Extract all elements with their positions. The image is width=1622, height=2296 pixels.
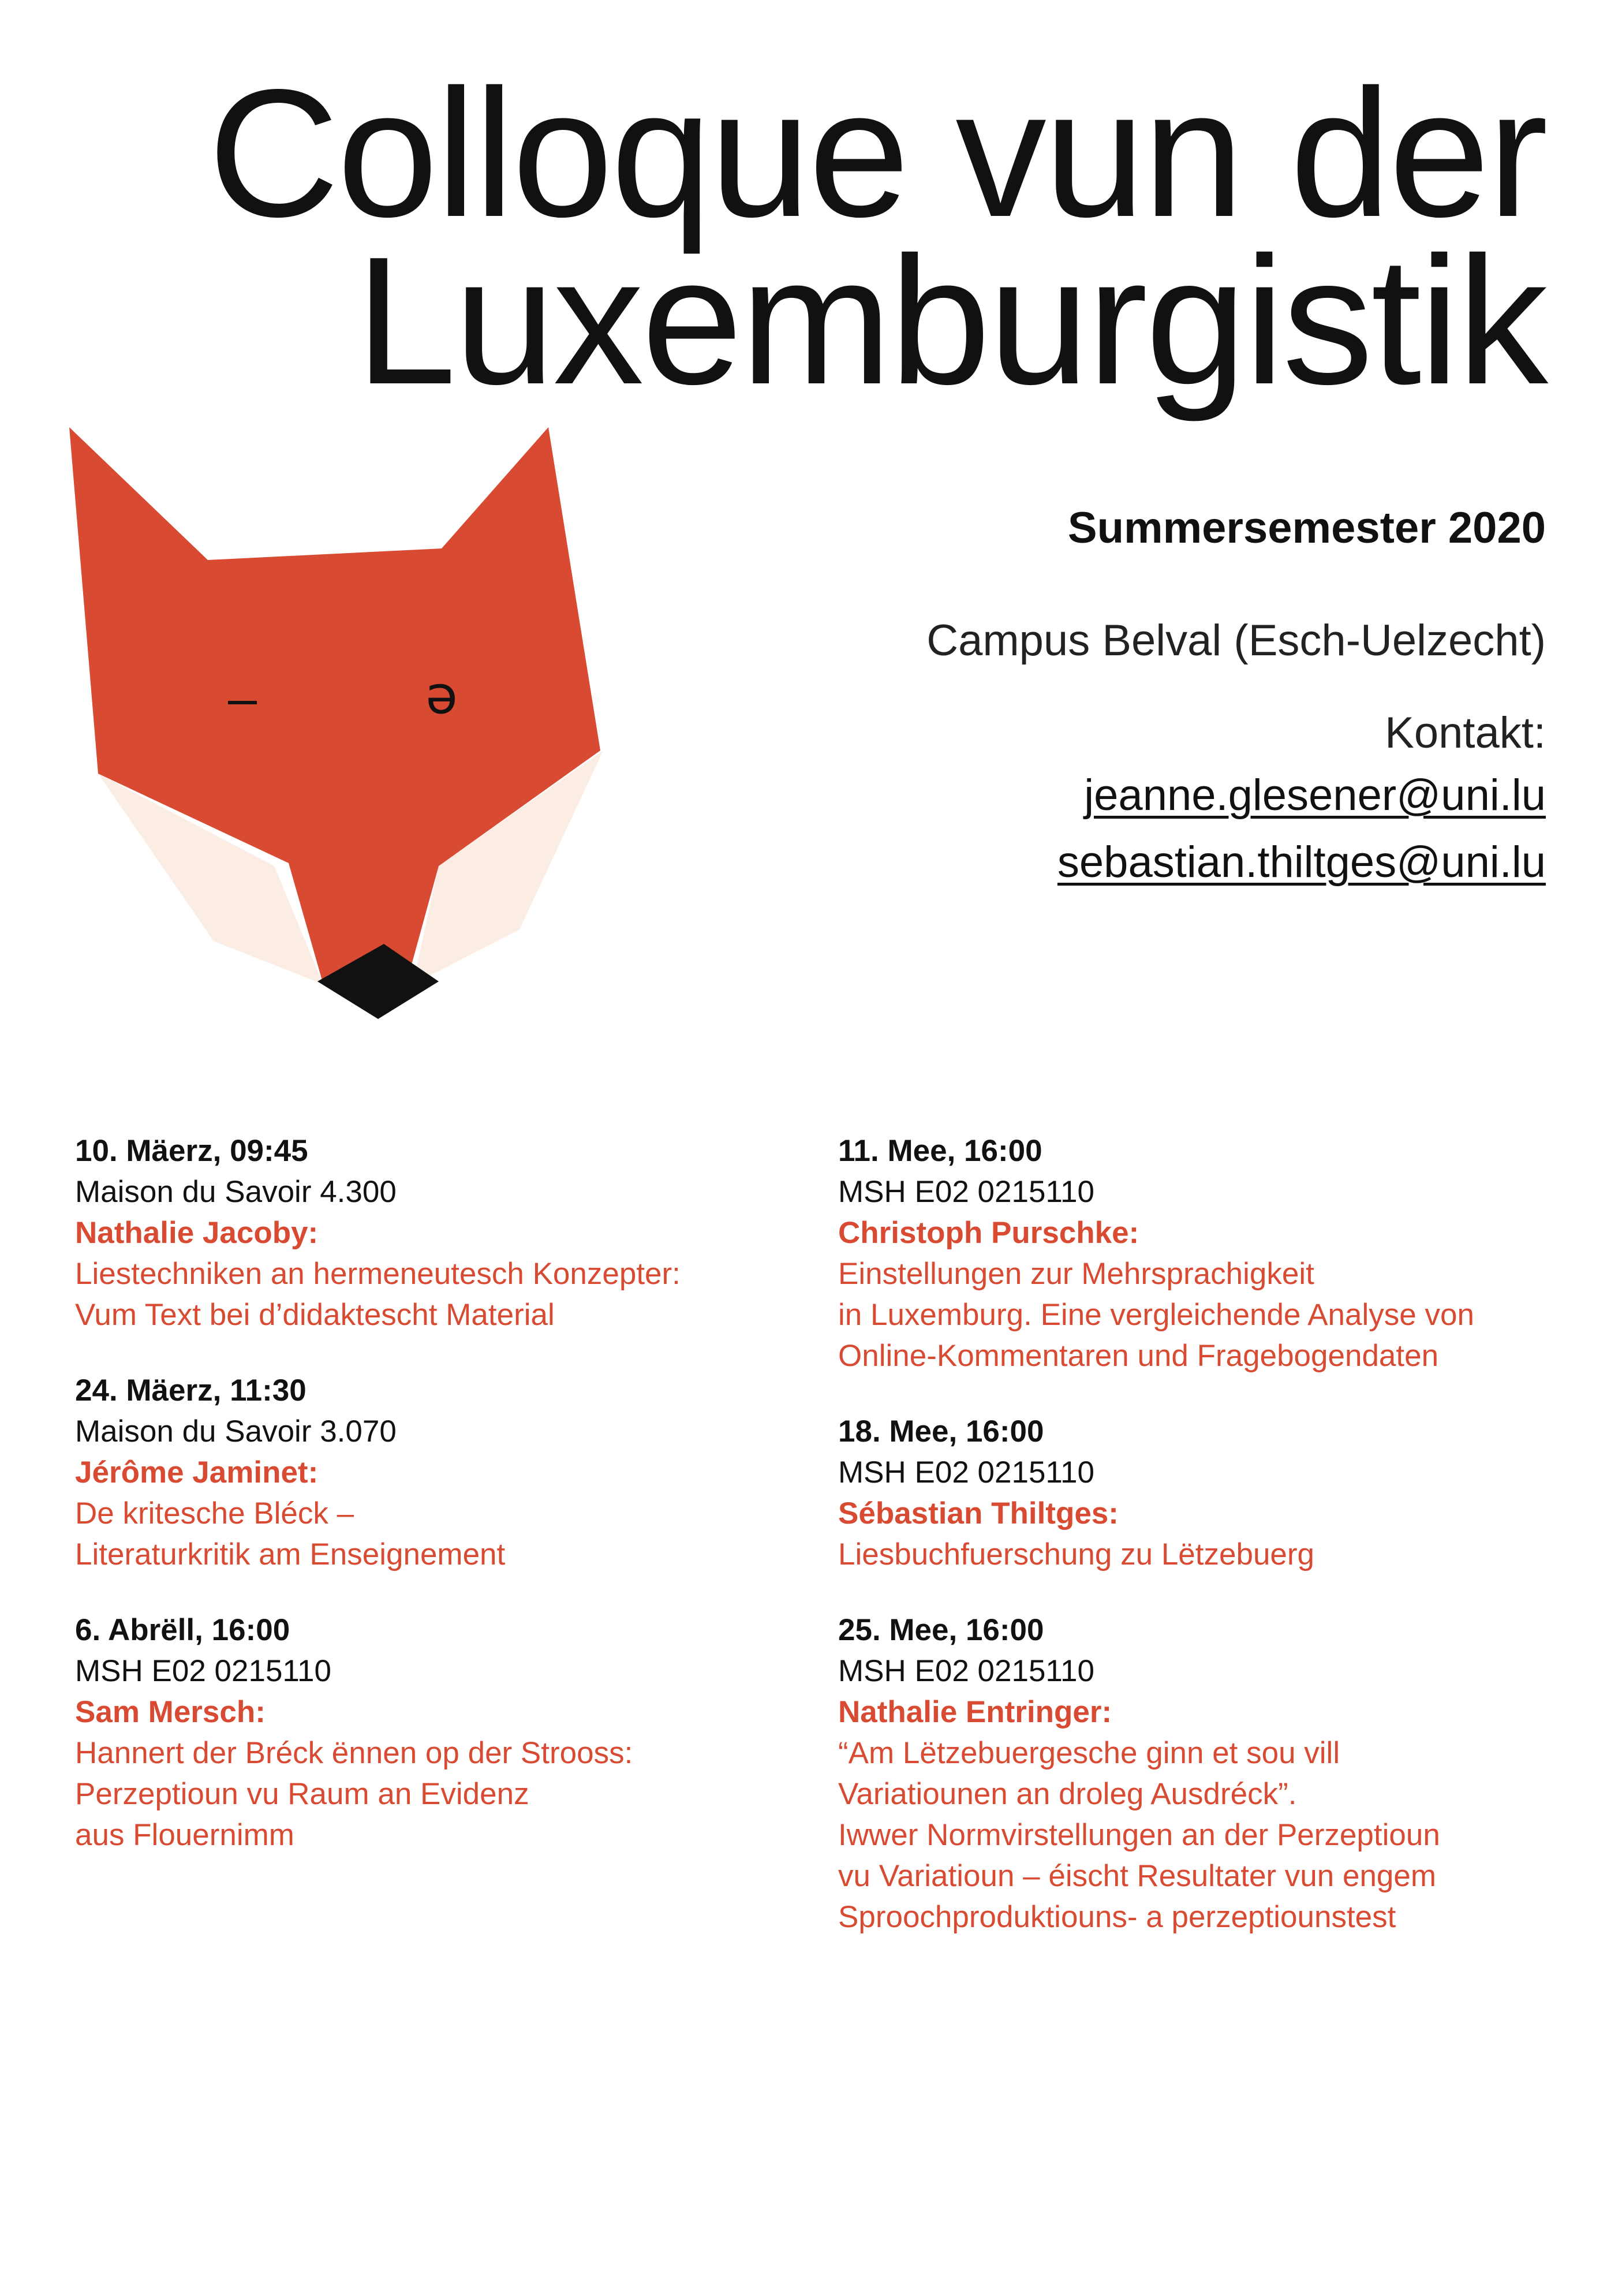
event-talk: De kritesche Bléck – Literaturkritik am Enseignement: [75, 1496, 506, 1571]
event-room: Maison du Savoir 4.300: [75, 1175, 397, 1209]
event-date: 6. Abrëll, 16:00: [75, 1613, 290, 1647]
event-item: [838, 1610, 1577, 1937]
page-title: [208, 51, 1546, 422]
semester: Summersemester 2020: [1067, 503, 1546, 552]
contact-label: Kontakt:: [1385, 708, 1546, 757]
event-date: 18. Mee, 16:00: [838, 1414, 1044, 1448]
title-line-1: Colloque vun der: [208, 51, 1546, 255]
event-item: [75, 1370, 797, 1575]
event-room: MSH E02 0215110: [75, 1654, 331, 1688]
fox-right-eye: ə: [425, 665, 458, 726]
event-speaker: Jérôme Jaminet:: [75, 1455, 319, 1489]
event-talk: Hannert der Bréck ënnen op der Strooss: Perzeptioun vu Raum an Evidenz aus Flouernimm: [75, 1736, 633, 1852]
event-date: 24. Mäerz, 11:30: [75, 1373, 307, 1408]
event-speaker: Sam Mersch:: [75, 1695, 266, 1729]
fox-logo: [69, 427, 612, 1028]
event-room: MSH E02 0215110: [838, 1175, 1094, 1209]
event-room: MSH E02 0215110: [838, 1455, 1094, 1489]
event-talk: “Am Lëtzebuergesche ginn et sou vill Variatiounen an droleg Ausdréck”. Iwwer Normvirstellungen an der Perzeptioun vu Variatioun – éischt Resultater vun engem Sproochproduktiouns- a perzeptiounstest: [838, 1736, 1440, 1934]
event-talk: Liesbuchfuerschung zu Lëtzebuerg: [838, 1537, 1315, 1571]
event-speaker: Nathalie Jacoby:: [75, 1216, 319, 1250]
title-line-2: Luxemburgistik: [355, 219, 1546, 422]
event-room: Maison du Savoir 3.070: [75, 1414, 397, 1448]
email-link-glesener[interactable]: jeanne.glesener@uni.lu: [1084, 771, 1546, 820]
event-speaker: Nathalie Entringer:: [838, 1695, 1112, 1729]
campus: Campus Belval (Esch-Uelzecht): [926, 616, 1546, 665]
info-block: [738, 488, 1546, 896]
events-right-column: [838, 1130, 1577, 1972]
event-item: [75, 1610, 797, 1856]
fox-left-eye: –: [227, 670, 257, 727]
event-speaker: Christoph Purschke:: [838, 1216, 1139, 1250]
event-room: MSH E02 0215110: [838, 1654, 1094, 1688]
event-item: [75, 1130, 797, 1335]
event-item: [838, 1411, 1577, 1575]
events-left-column: [75, 1130, 797, 1890]
event-talk: Liestechniken an hermeneutesch Konzepter: Vum Text bei d’didaktescht Material: [75, 1257, 681, 1332]
event-item: [838, 1130, 1577, 1376]
event-talk: Einstellungen zur Mehrsprachigkeit in Luxemburg. Eine vergleichende Analyse von Online-Kommentaren und Fragebogendaten: [838, 1257, 1474, 1373]
event-date: 11. Mee, 16:00: [838, 1134, 1042, 1168]
email-link-thiltges[interactable]: sebastian.thiltges@uni.lu: [1057, 838, 1546, 887]
event-date: 10. Mäerz, 09:45: [75, 1134, 308, 1168]
event-speaker: Sébastian Thiltges:: [838, 1496, 1119, 1530]
event-date: 25. Mee, 16:00: [838, 1613, 1044, 1647]
